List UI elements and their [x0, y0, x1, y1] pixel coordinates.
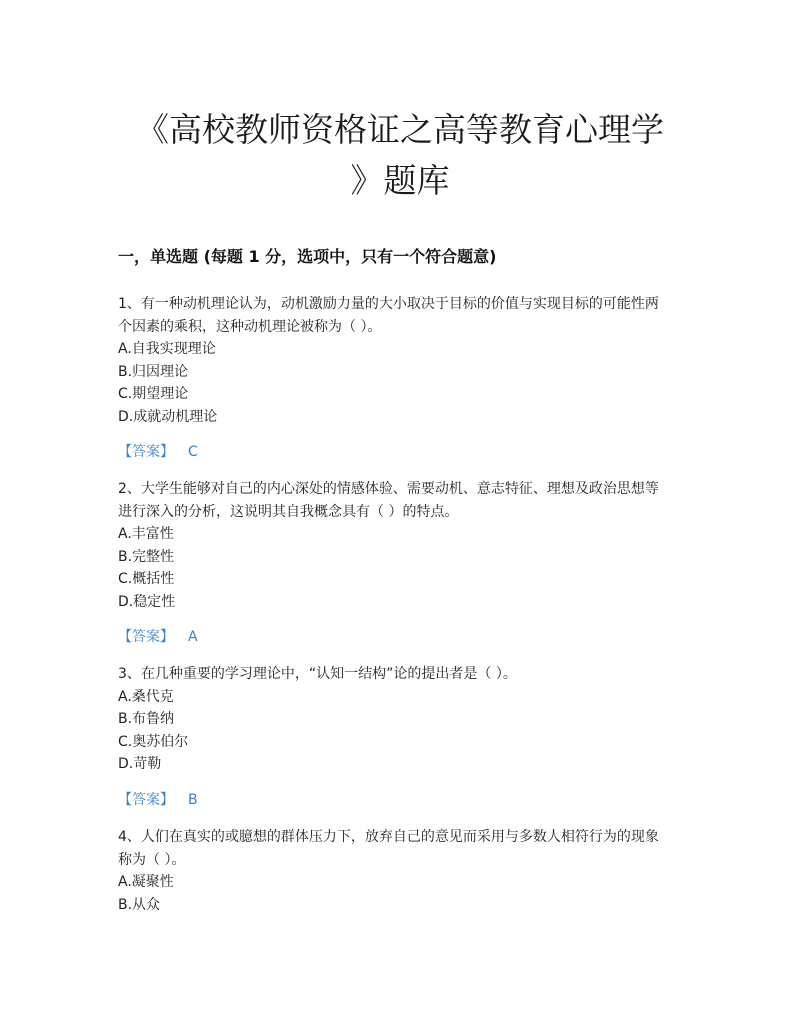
answer-label: 【答案】 [118, 444, 174, 460]
section-heading: 一，单选题 (每题 1 分，选项中，只有一个符合题意) [118, 247, 497, 266]
option-b: B.布鲁纳 [118, 711, 175, 727]
question-2 [118, 478, 688, 613]
option-b: B.从众 [118, 896, 161, 913]
answer-2 [118, 627, 198, 647]
option-c: C.奥苏伯尔 [118, 733, 189, 750]
answer-3 [118, 790, 198, 810]
option-b: B.归因理论 [118, 363, 189, 380]
option-a: A.桑代克 [118, 688, 174, 705]
question-1 [118, 293, 688, 428]
option-c: C.期望理论 [118, 386, 189, 402]
option-d: D.成就动机理论 [118, 408, 218, 425]
question-stem: 称为（ ）。 [118, 851, 186, 868]
option-a: A.凝聚性 [118, 874, 174, 890]
question-stem: 4、人们在真实的或臆想的群体压力下，放弃自己的意见而采用与多数人相符行为的现象 [118, 829, 659, 845]
answer-1 [118, 442, 198, 462]
answer-label: 【答案】 [118, 629, 174, 645]
option-b: B.完整性 [118, 548, 175, 565]
question-stem: 进行深入的分析，这说明其自我概念具有（ ）的特点。 [118, 503, 459, 520]
answer-letter: B [188, 792, 198, 808]
option-d: D.苛勒 [118, 756, 162, 772]
option-d: D.稳定性 [118, 593, 176, 610]
option-a: A.丰富性 [118, 526, 174, 542]
document-title-line-2: 》题库 [350, 161, 450, 200]
option-c: C.概括性 [118, 571, 175, 587]
answer-letter: A [188, 629, 198, 645]
question-3 [118, 663, 688, 776]
document-title-line-1: 《高校教师资格证之高等教育心理学 [136, 110, 664, 149]
question-stem: 2、大学生能够对自己的内心深处的情感体验、需要动机、意志特征、理想及政治思想等 [118, 481, 659, 497]
question-4 [118, 826, 688, 916]
option-a: A.自我实现理论 [118, 341, 216, 357]
answer-letter: C [188, 444, 198, 460]
question-stem: 1、有一种动机理论认为，动机激励力量的大小取决于目标的价值与实现目标的可能性两 [118, 296, 659, 312]
question-stem: 个因素的乘积，这种动机理论被称为（ ）。 [118, 318, 382, 335]
question-stem: 3、在几种重要的学习理论中，“认知一结构”论的提出者是（ ）。 [118, 666, 517, 682]
answer-label: 【答案】 [118, 792, 174, 808]
